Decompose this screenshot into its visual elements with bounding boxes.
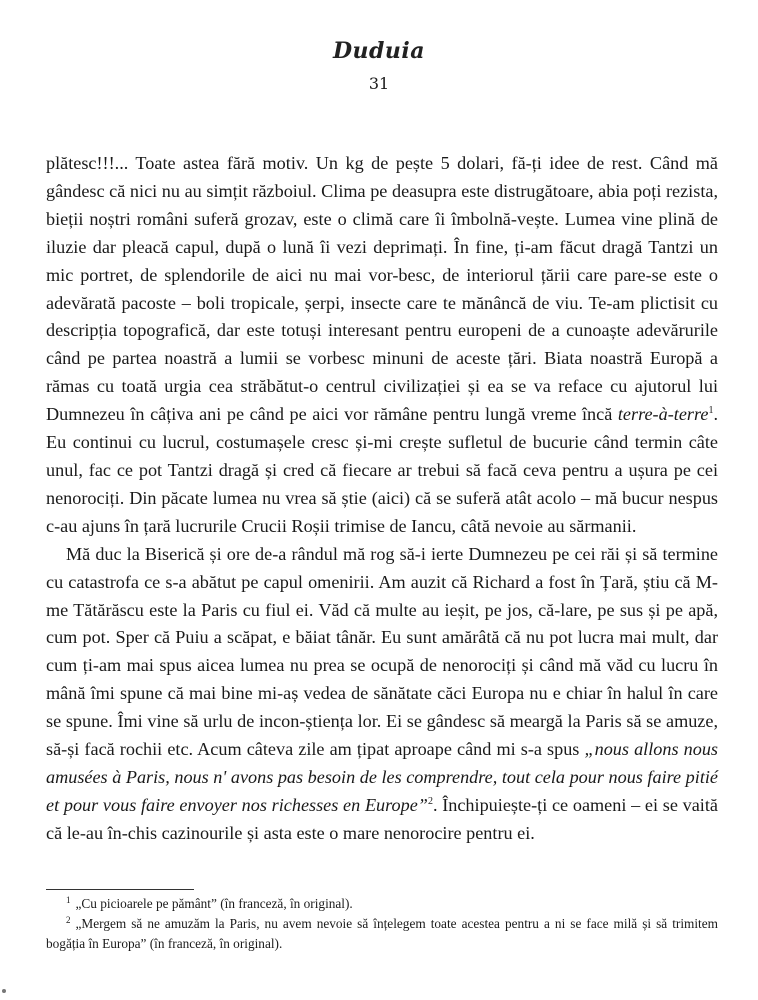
footnotes	[46, 894, 718, 954]
footnote-1-text: „Cu picioarele pe pământ” (în franceză, în original).	[75, 896, 353, 911]
paragraph-1-text: plătesc!!!... Toate astea fără motiv. Un kg de pește 5 dolari, fă-ți idee de rest. Când mă gândesc că nici nu au simțit războiul. Clima pe deasupra este distrugătoare, abia poți rezista, bieții noștri români suferă grozav, este o climă care îi îmbolnă-vește. Lumea vine plină de iluzie dar pleacă capul, după o lună îi vezi deprimați. În fine, ți-am făcut dragă Tantzi un mic portret, de splendorile de aici nu mai vor-besc, de interiorul țării care pare-se este o adevărată pacoste – boli tropicale, șerpi, insecte care te mănâncă de viu. Te-am plictisit cu descripția topografică, dar este totuși interesant pentru europeni de a cunoaște adevărurile când pe partea noastră a lumii se vorbesc minuni de aceste țări. Biata noastră Europă a rămas cu toată urgia cea străbătut-o centrul civilizației și ea se va reface cu ajutorul lui Dumnezeu în câțiva ani pe când pe aici vor rămâne pentru lungă vreme încă	[46, 153, 718, 425]
footnote-2-text: „Mergem să ne amuzăm la Paris, nu avem nevoie să înțelegem toate acestea pentru a ni se face milă și să trimitem bogăția în Europa” (în franceză, în original).	[46, 916, 718, 951]
page-number: 31	[368, 74, 390, 93]
paragraph-1	[46, 150, 718, 541]
body-text	[46, 150, 718, 848]
footnote-ref-2: 2	[427, 795, 433, 807]
footnote-ref-1: 1	[708, 405, 714, 417]
footnote-1	[46, 894, 718, 914]
paragraph-2-text: Mă duc la Biserică și ore de-a rândul mă rog să-i ierte Dumnezeu pe cei răi și să termine cu catastrofa ce s-a abătut pe capul omenirii. Am auzit că Richard a fost în Țară, știu că M-me Tătărăscu este la Paris cu fiul ei. Văd că multe au ieșit, pe jos, că-lare, pe sus și pe apă, cum pot. Sper că Puiu a scăpat, e băiat tânăr. Eu sunt amărâtă că nu pot lucra mai mult, dar cum ți-am mai spus aicea lumea nu prea se ocupă de nenorociți și când mă văd cu lucru în mână îmi spune că mai bine mi-aș vedea de sănătate căci Europa nu e chiar în halul în care se spune. Îmi vine să urlu de incon-știența lor. Ei se gândesc să meargă la Paris să se amuze, să-și facă rochii etc. Acum câteva zile am țipat aproape când mi s-a spus	[46, 543, 718, 760]
footnote-1-mark: 1	[66, 894, 71, 905]
scan-speck	[2, 989, 6, 993]
running-title: Duduia	[332, 38, 426, 64]
footnote-divider	[46, 889, 194, 890]
paragraph-1-italic: terre-à-terre	[617, 404, 709, 425]
paragraph-2	[46, 541, 718, 848]
paragraph-2-text-end: . Închipuiește-ți ce oameni – ei se vaită că le-au în-chis cazinourile și asta este o mare nenorocire pentru ei.	[46, 794, 718, 843]
footnote-2-mark: 2	[66, 914, 71, 925]
paragraph-2-italic: „nous allons nous amusées à Paris, nous n' avons pas besoin de les comprendre, tout cela pour nous faire pitié et pour vous faire envoyer nos richesses en Europe”	[46, 739, 718, 815]
paragraph-1-text-end: . Eu continui cu lucrul, costumașele cresc și-mi crește sufletul de bucurie când termin câte unul, fac ce pot Tantzi dragă și cred că fiecare ar trebui să facă ceva pentru a ușura pe cei nenorociți. Din păcate lumea nu vrea să știe (aici) că se suferă atât acolo – mă bucur nespus c-au ajuns în țară lucrurile Crucii Roșii trimise de Iancu, câtă nevoie au sărmanii.	[46, 404, 718, 536]
footnote-2	[46, 914, 718, 954]
